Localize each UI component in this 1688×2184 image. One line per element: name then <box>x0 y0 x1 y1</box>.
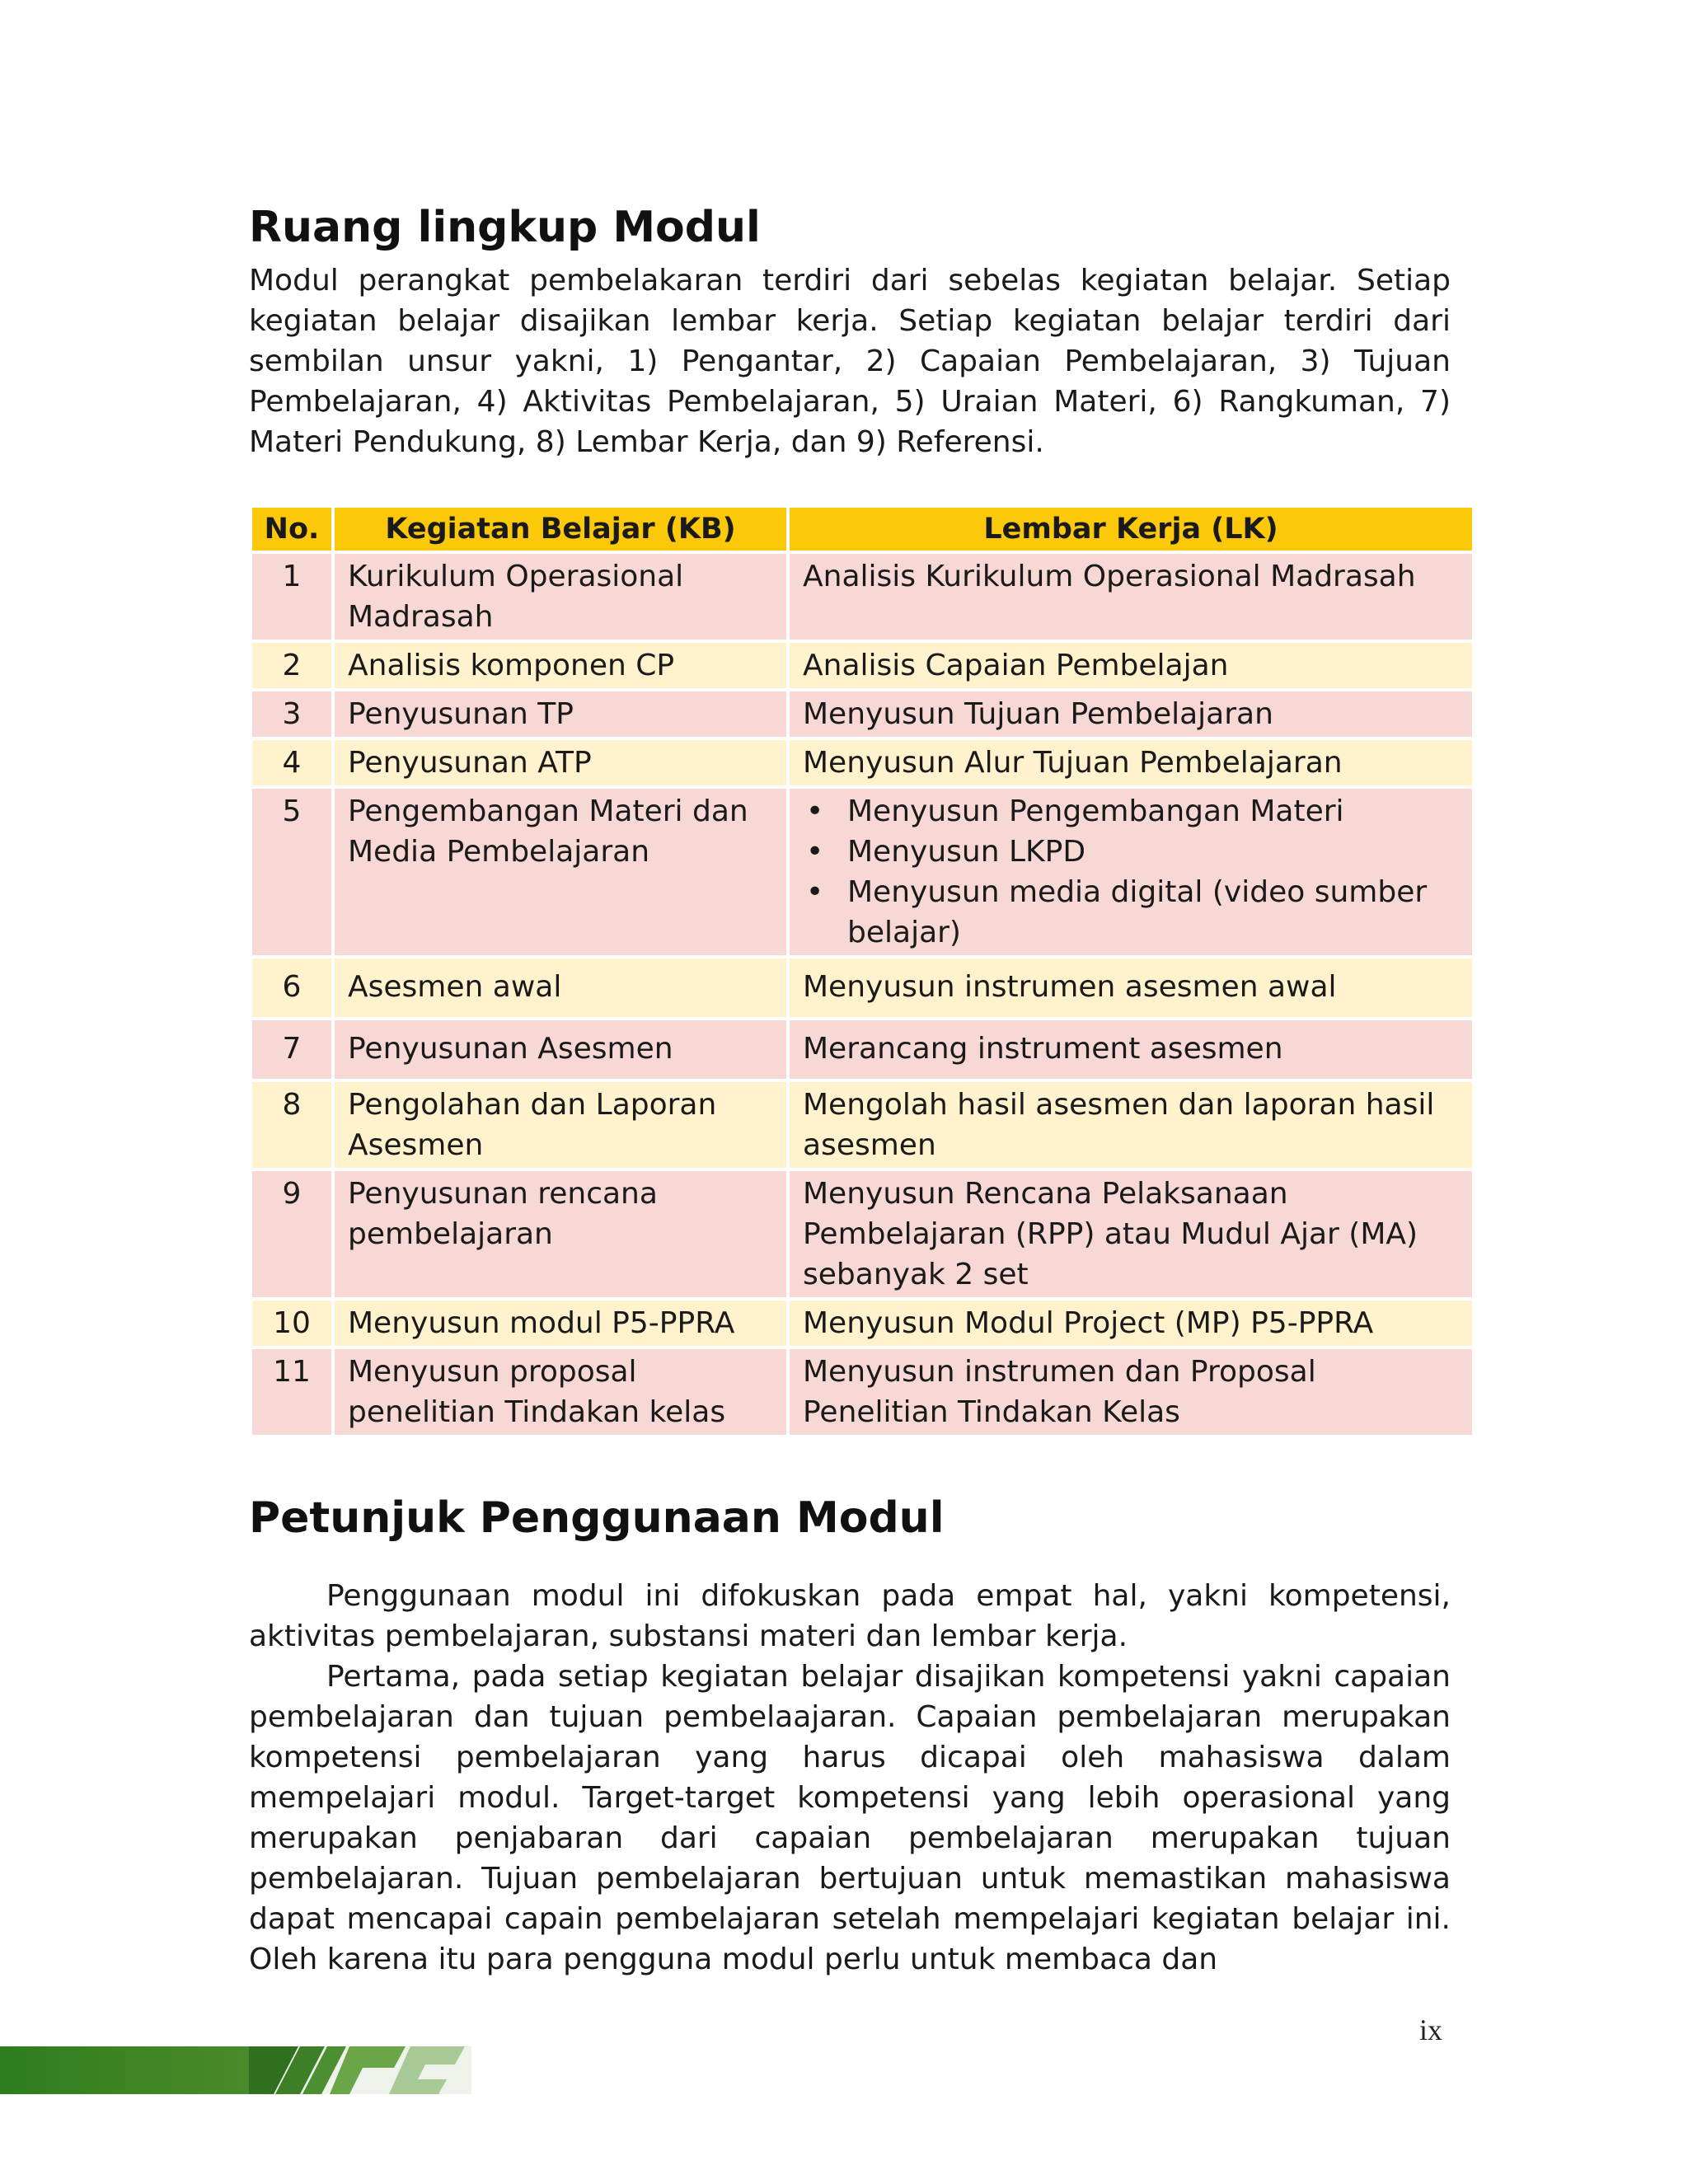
row-lembar-kerja: Mengolah hasil asesmen dan laporan hasil asesmen <box>790 1082 1472 1168</box>
row-kegiatan-belajar: Asesmen awal <box>335 958 786 1017</box>
row-lembar-kerja: Analisis Capaian Pembelajan <box>790 643 1472 688</box>
row-number: 6 <box>252 958 331 1017</box>
row-kegiatan-belajar: Pengembangan Materi dan Media Pembelajaran <box>335 789 786 955</box>
header-no: No. <box>252 508 331 551</box>
row-lembar-kerja: Menyusun Alur Tujuan Pembelajaran <box>790 740 1472 785</box>
row-number: 8 <box>252 1082 331 1168</box>
intro-paragraph <box>249 260 1451 462</box>
row-lembar-kerja: Menyusun instrumen dan Proposal Penelitian Tindakan Kelas <box>790 1349 1472 1435</box>
row-kegiatan-belajar: Penyusunan TP <box>335 691 786 737</box>
table-row <box>252 1349 1472 1435</box>
green-stripe-logo-icon <box>249 2046 471 2094</box>
row-number: 4 <box>252 740 331 785</box>
list-item: • Menyusun LKPD <box>803 832 1461 872</box>
footer-green-bar <box>0 2046 249 2094</box>
table-row <box>252 1020 1472 1079</box>
row-number: 1 <box>252 554 331 640</box>
row-kegiatan-belajar: Penyusunan ATP <box>335 740 786 785</box>
row-number: 9 <box>252 1171 331 1297</box>
row-lembar-kerja: Analisis Kurikulum Operasional Madrasah <box>790 554 1472 640</box>
row-number: 10 <box>252 1301 331 1346</box>
row-kegiatan-belajar: Penyusunan Asesmen <box>335 1020 786 1079</box>
row-kegiatan-belajar: Menyusun proposal penelitian Tindakan kelas <box>335 1349 786 1435</box>
row-number: 2 <box>252 643 331 688</box>
row-lembar-kerja: Menyusun Modul Project (MP) P5-PPRA <box>790 1301 1472 1346</box>
usage-paragraphs <box>249 1576 1451 1980</box>
list-item: • Menyusun Pengembangan Materi <box>803 791 1461 832</box>
page-number: ix <box>1419 2013 1443 2046</box>
section-title-petunjuk: Petunjuk Penggunaan Modul <box>249 1493 945 1543</box>
lembar-kerja-list <box>803 791 1461 953</box>
row-number: 5 <box>252 789 331 955</box>
table-row <box>252 740 1472 785</box>
intro-text: Modul perangkat pembelakaran terdiri dari sebelas kegiatan belajar. Setiap kegiatan belajar disajikan lembar kerja. Setiap kegiatan belajar terdiri dari sembilan unsur yakni, 1) Pengantar, 2) Capaian Pembelajaran, 3) Tujuan Pembelajaran, 4) Aktivitas Pembelajaran, 5) Uraian Materi, 6) Rangkuman, 7) Materi Pendukung, 8) Lembar Kerja, dan 9) Referensi. <box>249 264 1451 459</box>
table-row <box>252 691 1472 737</box>
row-kegiatan-belajar: Menyusun modul P5-PPRA <box>335 1301 786 1346</box>
table-row <box>252 1082 1472 1168</box>
table-row <box>252 789 1472 955</box>
header-lembar-kerja: Lembar Kerja (LK) <box>790 508 1472 551</box>
table-header-row <box>252 508 1472 551</box>
table-row <box>252 958 1472 1017</box>
row-kegiatan-belajar: Pengolahan dan Laporan Asesmen <box>335 1082 786 1168</box>
table-row <box>252 643 1472 688</box>
row-lembar-kerja: Menyusun Tujuan Pembelajaran <box>790 691 1472 737</box>
row-number: 11 <box>252 1349 331 1435</box>
row-lembar-kerja <box>790 789 1472 955</box>
row-number: 3 <box>252 691 331 737</box>
section-title-ruang-lingkup: Ruang lingkup Modul <box>249 203 761 252</box>
row-kegiatan-belajar: Kurikulum Operasional Madrasah <box>335 554 786 640</box>
row-lembar-kerja: Merancang instrument asesmen <box>790 1020 1472 1079</box>
list-item: • Menyusun media digital (video sumber belajar) <box>803 872 1461 953</box>
row-kegiatan-belajar: Analisis komponen CP <box>335 643 786 688</box>
table-row <box>252 1171 1472 1297</box>
module-activities-table <box>249 504 1475 1438</box>
row-lembar-kerja: Menyusun Rencana Pelaksanaan Pembelajaran (RPP) atau Mudul Ajar (MA) sebanyak 2 set <box>790 1171 1472 1297</box>
usage-paragraph: Pertama, pada setiap kegiatan belajar disajikan kompetensi yakni capaian pembelajaran dan tujuan pembelaajaran. Capaian pembelajaran merupakan kompetensi pembelajaran yang harus dicapai oleh mahasiswa dalam mempelajari modul. Target-target kompetensi yang lebih operasional yang merupakan penjabaran dari capaian pembelajaran merupakan tujuan pembelajaran. Tujuan pembelajaran bertujuan untuk memastikan mahasiswa dapat mencapai capain pembelajaran setelah mempelajari kegiatan belajar ini. Oleh karena itu para pengguna modul perlu untuk membaca dan <box>249 1660 1451 1976</box>
row-kegiatan-belajar: Penyusunan rencana pembelajaran <box>335 1171 786 1297</box>
usage-paragraph: Penggunaan modul ini difokuskan pada empat hal, yakni kompetensi, aktivitas pembelajaran, substansi materi dan lembar kerja. <box>249 1579 1451 1653</box>
header-kegiatan-belajar: Kegiatan Belajar (KB) <box>335 508 786 551</box>
row-number: 7 <box>252 1020 331 1079</box>
row-lembar-kerja: Menyusun instrumen asesmen awal <box>790 958 1472 1017</box>
table-row <box>252 554 1472 640</box>
table-row <box>252 1301 1472 1346</box>
